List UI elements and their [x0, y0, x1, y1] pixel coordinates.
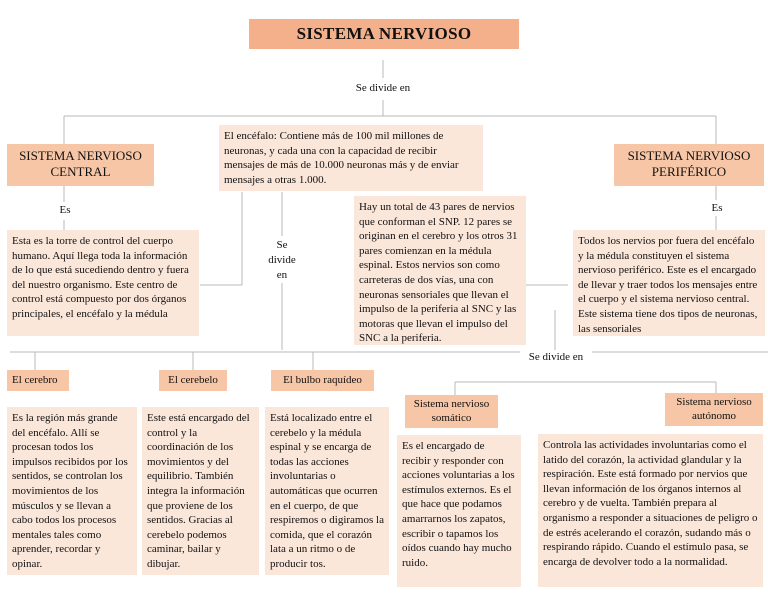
periferico-header	[614, 144, 764, 186]
se-divide-line1: Se	[276, 239, 288, 251]
snp-nerves-description: Hay un total de 43 pares de nervios que conforman el SNP. 12 pares se originan en el cerebro y los otros 31 pares comienzan en la médula espinal. Estos nervios son como carreteras de dos vías, una con neuronas sensoriales que llevan el impulso de la periferia al SNC y las motoras que llevan el impulso del SNC a la periferia.	[354, 196, 526, 345]
se-divide-line3: en	[276, 269, 288, 281]
central-header-line1: SISTEMA NERVIOSO	[19, 148, 142, 163]
snp-divides-label: Se divide en	[520, 350, 592, 364]
cerebelo-description: Este está encargado del control y la coordinación de los movimientos y del equilibrio. También integra la información que proviene de los sentidos. Gracias al cerebelo podemos caminar, bailar y dibujar.	[142, 407, 259, 575]
somatico-description: Es el encargado de recibir y responder con acciones voluntarias a los estímulos externos. Es el que hace que podamos amarrarnos los zapatos, escribir o tapamos los oídos cuando hay mucho ruido.	[397, 435, 521, 587]
es-left-label: Es	[54, 203, 76, 217]
autonomo-header-line2: autónomo	[692, 410, 736, 422]
main-divides-label: Se divide en	[340, 81, 426, 95]
bulbo-header: El bulbo raquídeo	[271, 370, 374, 391]
es-right-label: Es	[706, 201, 728, 215]
central-header-line2: CENTRAL	[50, 164, 111, 179]
central-description: Esta es la torre de control del cuerpo humano. Aquí llega toda la información de lo que está sucediendo dentro y fuera del nuestro organismo. Este centro de control está compuesto por dos órganos principales, el encéfalo y la médula	[7, 230, 199, 336]
periferico-header-line1: SISTEMA NERVIOSO	[627, 148, 751, 163]
autonomo-header	[665, 393, 763, 426]
se-divide-label	[263, 238, 301, 283]
se-divide-line2: divide	[268, 254, 296, 266]
periferico-description: Todos los nervios por fuera del encéfalo y la médula constituyen el sistema nervioso periférico. Este es el encargado de llevar y traer todos los mensajes entre el cuerpo y el sistema nervioso central. Este sistema tiene dos tipos de neuronas, las sensoriales	[573, 230, 765, 336]
encefalo-description: El encéfalo: Contiene más de 100 mil millones de neuronas, y cada una con la capacidad de recibir mensajes de más de 10.000 neuronas más y de enviar mensajes a otras 1.000.	[219, 125, 483, 191]
cerebro-header: El cerebro	[7, 370, 69, 391]
bulbo-description: Está localizado entre el cerebelo y la médula espinal y se encarga de todas las acciones involuntarias o automáticas que ocurren en el cuerpo, de que respiremos o digiramos la comida, que el corazón lata a un ritmo o de producir tos.	[265, 407, 389, 575]
page-title: SISTEMA NERVIOSO	[249, 19, 519, 49]
autonomo-header-line1: Sistema nervioso	[676, 396, 752, 408]
cerebelo-header: El cerebelo	[159, 370, 227, 391]
somatico-header	[405, 395, 498, 428]
central-header	[7, 144, 154, 186]
periferico-header-line2: PERIFÉRICO	[651, 164, 727, 179]
cerebro-description: Es la región más grande del encéfalo. Allí se procesan todos los impulsos recibidos por los sentidos, se controlan los movimientos de los músculos y se llevan a cabo todos los procesos mentales tales como aprender, recordar y opinar.	[7, 407, 137, 575]
somatico-header-line2: somático	[431, 412, 472, 424]
autonomo-description: Controla las actividades involuntarias como el latido del corazón, la actividad glandular y la respiración. Este está formado por nervios que llevan información de los órganos internos al cerebro y de vuelta. También prepara al organismo a responder a situaciones de peligro o de estrés acelerando el corazón, sudando más o respirando rápido. Cuando el estímulo pasa, se encarga de devolver todo a la normalidad.	[538, 434, 763, 587]
somatico-header-line1: Sistema nervioso	[413, 398, 490, 410]
